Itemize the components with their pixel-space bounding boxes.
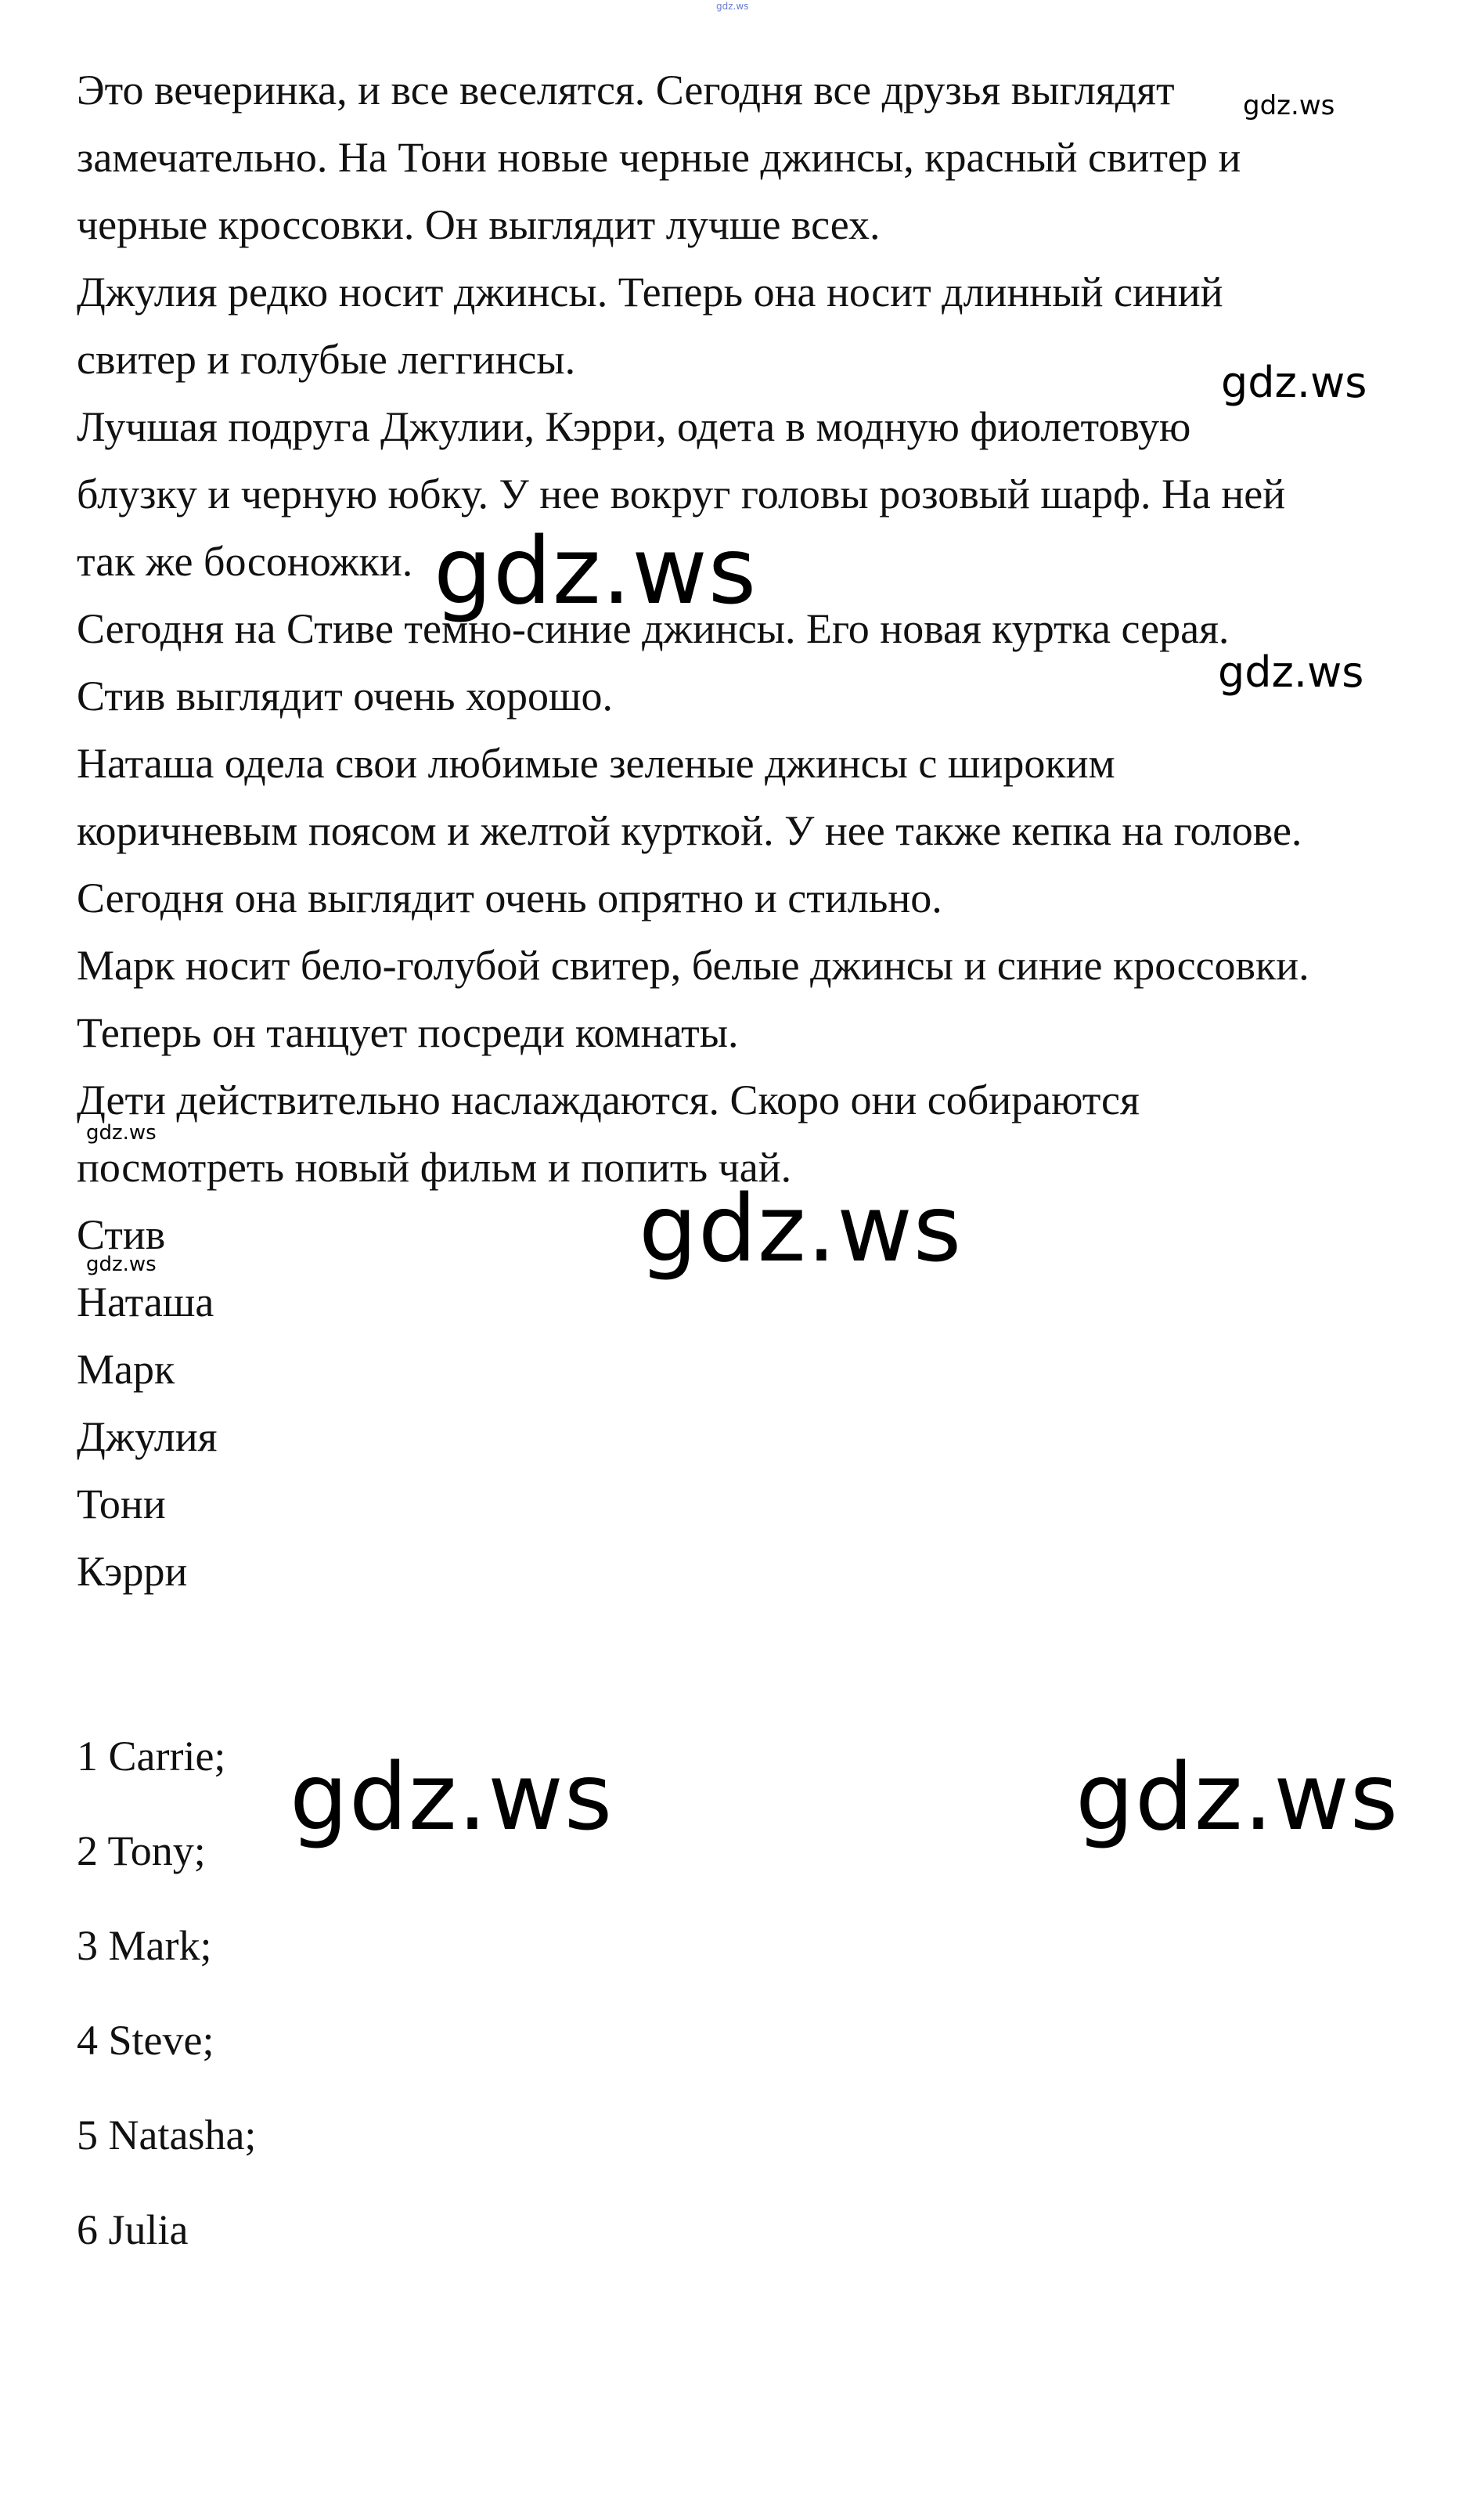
answer-item: 1 Carrie;: [77, 1733, 226, 1780]
watermark-tiny: gdz.ws: [86, 1121, 157, 1145]
paragraph-line: Лучшая подруга Джулии, Кэрри, одета в модную фиолетовую: [77, 403, 1191, 450]
paragraph-line: Дети действительно наслаждаются. Скоро они собираются: [77, 1077, 1140, 1123]
paragraph-line: Марк носит бело-голубой свитер, белые джинсы и синие кроссовки.: [77, 942, 1309, 989]
answer-item: 4 Steve;: [77, 2017, 214, 2064]
paragraph-line: Это вечеринка, и все веселятся. Сегодня все друзья выглядят: [77, 67, 1175, 114]
paragraph-line: Сегодня она выглядит очень опрятно и стильно.: [77, 875, 942, 921]
name-item: Тони: [77, 1481, 166, 1527]
paragraph-line: Стив выглядит очень хорошо.: [77, 673, 614, 720]
watermark-large: gdz.ws: [290, 1743, 614, 1851]
watermark-medium: gdz.ws: [1221, 358, 1367, 407]
watermark-large: gdz.ws: [639, 1174, 963, 1282]
name-item: Джулия: [77, 1413, 218, 1460]
paragraph-line: Джулия редко носит джинсы. Теперь она носит длинный синий: [77, 269, 1223, 316]
paragraph-line: блузку и черную юбку. У нее вокруг головы розовый шарф. На ней: [77, 471, 1286, 518]
answer-item: 6 Julia: [77, 2206, 189, 2253]
paragraph-line: посмотреть новый фильм и попить чай.: [77, 1144, 792, 1191]
name-item: Марк: [77, 1346, 175, 1393]
paragraph-line: Сегодня на Стиве темно-синие джинсы. Его новая куртка серая.: [77, 605, 1230, 652]
watermark-large: gdz.ws: [434, 517, 758, 625]
watermark-medium: gdz.ws: [1218, 647, 1364, 697]
watermark-small: gdz.ws: [1243, 90, 1335, 121]
answer-item: 5 Natasha;: [77, 2112, 257, 2159]
name-item: Стив: [77, 1211, 166, 1258]
answer-item: 2 Tony;: [77, 1827, 206, 1874]
paragraph-line: Теперь он танцует посреди комнаты.: [77, 1009, 739, 1056]
watermark-top-tiny: gdz.ws: [716, 1, 749, 12]
paragraph-line: свитер и голубые леггинсы.: [77, 336, 576, 383]
answer-item: 3 Mark;: [77, 1922, 212, 1969]
name-item: Наташа: [77, 1279, 214, 1325]
watermark-large: gdz.ws: [1075, 1743, 1399, 1851]
paragraph-line: Наташа одела свои любимые зеленые джинсы с широким: [77, 740, 1115, 787]
paragraph-line: коричневым поясом и желтой курткой. У нее также кепка на голове.: [77, 807, 1302, 854]
paragraph-line: так же босоножки.: [77, 538, 413, 585]
name-item: Кэрри: [77, 1548, 188, 1595]
paragraph-line: черные кроссовки. Он выглядит лучше всех.: [77, 201, 881, 248]
watermark-tiny: gdz.ws: [86, 1253, 157, 1276]
paragraph-line: замечательно. На Тони новые черные джинсы, красный свитер и: [77, 134, 1241, 181]
